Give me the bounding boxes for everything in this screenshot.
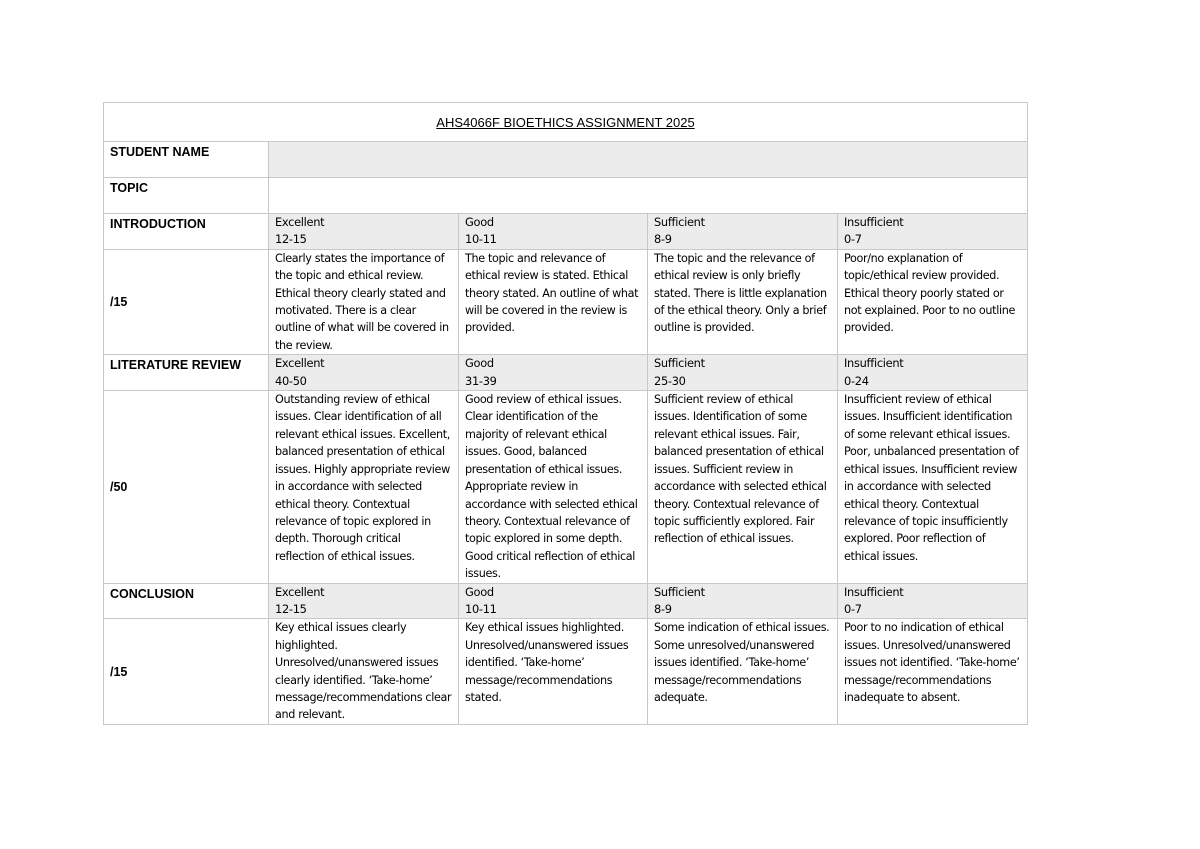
section-label-conclusion: CONCLUSION <box>104 583 269 619</box>
level-range: 0-7 <box>844 232 862 247</box>
level-description: Some indication of ethical issues. Some unresolved/unanswered issues identified. ‘Take-home’ message/recommendations adequate. <box>648 619 838 724</box>
level-description: Poor to no indication of ethical issues. Unresolved/unanswered issues not identified. ‘Take-home’ message/recommendations inadequate to absent. <box>838 619 1028 724</box>
literature-review-header-row <box>104 355 1028 391</box>
level-sufficient <box>648 355 838 391</box>
level-insufficient <box>838 583 1028 619</box>
topic-field[interactable] <box>269 178 1028 214</box>
level-range: 12-15 <box>275 601 307 616</box>
level-good <box>459 214 648 250</box>
level-excellent <box>269 214 459 250</box>
student-name-label: STUDENT NAME <box>104 142 269 178</box>
level-name: Sufficient <box>654 584 705 599</box>
level-insufficient <box>838 214 1028 250</box>
level-range: 0-24 <box>844 373 869 388</box>
level-range: 31-39 <box>465 373 497 388</box>
level-insufficient <box>838 355 1028 391</box>
level-range: 10-11 <box>465 232 497 247</box>
level-description: Key ethical issues clearly highlighted. Unresolved/unanswered issues clearly identified. ‘Take-home’ message/recommendations clear and relevant. <box>269 619 459 724</box>
level-range: 8-9 <box>654 232 672 247</box>
document-title: AHS4066F BIOETHICS ASSIGNMENT 2025 <box>104 103 1028 142</box>
level-name: Good <box>465 584 494 599</box>
level-description: Outstanding review of ethical issues. Clear identification of all relevant ethical issues. Excellent, balanced presentation of ethical issues. Highly appropriate review in accordance with selected ethical theory. Contextual relevance of topic explored in depth. Thorough critical reflection of ethical issues. <box>269 391 459 583</box>
level-sufficient <box>648 583 838 619</box>
level-name: Excellent <box>275 215 325 229</box>
conclusion-description-row <box>104 619 1028 724</box>
level-name: Good <box>465 215 494 229</box>
level-description: Insufficient review of ethical issues. Insufficient identification of some relevant ethical issues. Poor, unbalanced presentation of ethical issues. Insufficient review in accordance with selected ethical theory. Contextual relevance of topic insufficiently explored. Poor reflection of ethical issues. <box>838 391 1028 583</box>
level-range: 10-11 <box>465 601 497 616</box>
level-name: Excellent <box>275 356 325 371</box>
level-description: Clearly states the importance of the topic and ethical review. Ethical theory clearly stated and motivated. There is a clear outline of what will be covered in the review. <box>269 249 459 354</box>
level-good <box>459 355 648 391</box>
conclusion-header-row <box>104 583 1028 619</box>
section-label-literature-review: LITERATURE REVIEW <box>104 355 269 391</box>
level-excellent <box>269 583 459 619</box>
level-name: Insufficient <box>844 356 904 371</box>
level-description: The topic and the relevance of ethical review is only briefly stated. There is little explanation of the ethical theory. Only a brief outline is provided. <box>648 249 838 354</box>
level-name: Insufficient <box>844 215 904 229</box>
topic-label: TOPIC <box>104 178 269 214</box>
level-description: Good review of ethical issues. Clear identification of the majority of relevant ethical issues. Good, balanced presentation of ethical issues. Appropriate review in accordance with selected ethical theory. Contextual relevance of topic explored in some depth. Good critical reflection of ethical issues. <box>459 391 648 583</box>
title-row <box>104 103 1028 142</box>
level-name: Sufficient <box>654 215 705 229</box>
level-description: Poor/no explanation of topic/ethical review provided. Ethical theory poorly stated or not explained. Poor to no outline provided. <box>838 249 1028 354</box>
section-label-introduction: INTRODUCTION <box>104 214 269 250</box>
student-name-row <box>104 142 1028 178</box>
level-description: Sufficient review of ethical issues. Identification of some relevant ethical issues. Fair, balanced presentation of ethical issues. Sufficient review in accordance with selected ethical theory. Contextual relevance of topic sufficiently explored. Fair reflection of ethical issues. <box>648 391 838 583</box>
level-range: 12-15 <box>275 232 307 247</box>
level-name: Excellent <box>275 584 325 599</box>
student-name-field[interactable] <box>269 142 1028 178</box>
level-sufficient <box>648 214 838 250</box>
level-range: 8-9 <box>654 601 672 616</box>
level-good <box>459 583 648 619</box>
section-score-introduction: /15 <box>104 249 269 354</box>
level-name: Insufficient <box>844 584 904 599</box>
section-score-literature-review: /50 <box>104 391 269 583</box>
level-name: Good <box>465 356 494 371</box>
introduction-header-row <box>104 214 1028 250</box>
level-range: 25-30 <box>654 373 686 388</box>
rubric-table <box>103 102 1028 725</box>
section-score-conclusion: /15 <box>104 619 269 724</box>
level-range: 40-50 <box>275 373 307 388</box>
level-description: The topic and relevance of ethical review is stated. Ethical theory stated. An outline of what will be covered in the review is provided. <box>459 249 648 354</box>
level-name: Sufficient <box>654 356 705 371</box>
introduction-description-row <box>104 249 1028 354</box>
level-description: Key ethical issues highlighted. Unresolved/unanswered issues identified. ‘Take-home’ message/recommendations stated. <box>459 619 648 724</box>
literature-review-description-row <box>104 391 1028 583</box>
topic-row <box>104 178 1028 214</box>
level-excellent <box>269 355 459 391</box>
level-range: 0-7 <box>844 601 862 616</box>
